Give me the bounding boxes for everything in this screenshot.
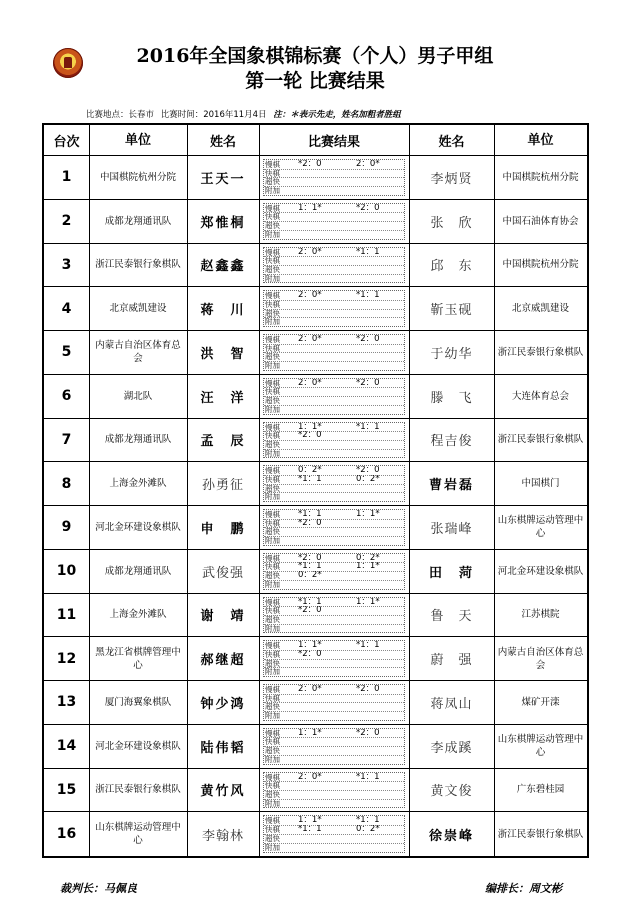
table-number: 10 [56,563,77,580]
table-row [44,287,587,331]
table-row [44,681,587,725]
red-unit: 上海金外滩队 [109,609,167,621]
game-score: *2：0 [356,685,380,694]
red-unit: 成都龙翔通讯队 [104,434,172,446]
game-score: *2：0 [356,335,380,344]
red-unit: 浙江民泰银行象棋队 [95,259,181,271]
table-row [44,550,587,594]
table-number: 16 [56,826,77,843]
table-number: 1 [61,169,72,186]
table-row [44,462,587,506]
game-score: *1：1 [298,510,322,519]
game-score: *2：0 [356,378,380,388]
game-type-label: 快棋 [265,518,280,528]
game-score: *2：0 [298,649,322,659]
header-name2: 姓名 [438,134,465,150]
black-unit: 大连体育总会 [511,390,569,402]
result-line [264,711,404,720]
game-type-label: 超快 [265,264,280,274]
table-row [44,725,587,769]
game-score: *1：1 [356,422,380,432]
red-player-name: 孙勇征 [201,478,244,494]
red-player-name: 武俊强 [201,565,244,581]
red-player-name: 钟少鸿 [200,696,246,712]
game-score: *2：0 [356,203,380,213]
game-type-label: 慢棋 [265,728,280,738]
game-type-label: 慢棋 [265,510,280,519]
result-line [264,186,404,195]
black-unit: 江苏棋院 [521,609,560,621]
time-text: 比赛时间：2016年11月4日 [160,110,267,120]
game-type-label: 超快 [265,571,280,581]
game-type-label: 快棋 [265,693,280,703]
game-type-label: 快棋 [265,168,280,178]
game-type-label: 快棋 [265,649,280,659]
result-line [264,274,404,283]
game-score: *1：1 [298,474,322,484]
game-type-label: 超快 [265,396,280,406]
game-score: 1：1* [356,597,380,607]
chief-referee: 裁判长：马佩良 [60,882,137,895]
black-unit: 煤矿开滦 [521,696,560,708]
red-player-name: 王天一 [200,171,246,187]
table-row [44,769,587,813]
game-score: 1：1* [298,422,322,432]
black-player-name: 程吉俊 [430,434,473,450]
black-player-name: 黄文俊 [430,784,473,800]
header-name: 姓名 [209,134,236,150]
game-type-label: 快棋 [265,474,280,484]
game-type-label: 超快 [265,789,280,799]
red-unit: 北京威凯建设 [109,303,167,315]
game-type-label: 快棋 [265,212,280,222]
red-unit: 成都龙翔通讯队 [104,215,172,227]
game-type-label: 附加 [265,623,280,633]
result-cell [259,812,409,856]
table-number: 13 [56,694,77,711]
column-divider [89,125,90,856]
game-score: 0：2* [356,474,380,484]
table-row [44,594,587,638]
red-unit: 内蒙古自治区体育总会 [95,340,181,365]
table-row [44,156,587,200]
result-cell [259,244,409,287]
table-number: 6 [61,388,72,405]
game-type-label: 快棋 [265,737,280,747]
black-unit: 广东碧桂园 [516,784,565,796]
game-type-label: 超快 [265,177,280,187]
black-unit: 山东棋牌运动管理中心 [497,515,584,540]
result-box [263,422,405,459]
result-line [264,536,404,545]
table-row [44,244,587,288]
black-player-name: 田 菏 [428,565,474,581]
game-score: *1：1 [356,641,380,651]
column-divider [187,125,188,856]
game-type-label: 超快 [265,658,280,668]
game-score: *2：0 [298,431,322,441]
game-score: 2：0* [298,291,322,301]
black-player-name: 滕 飞 [430,390,473,406]
black-player-name: 蒋凤山 [430,696,473,712]
result-line [264,317,404,326]
game-type-label: 慢棋 [265,466,280,476]
game-type-label: 快棋 [265,343,280,353]
game-type-label: 附加 [265,711,280,720]
game-type-label: 超快 [265,614,280,624]
game-score: 2：0* [298,378,322,388]
red-unit: 中国棋院杭州分院 [99,171,176,183]
result-cell [259,462,409,505]
red-unit: 浙江民泰银行象棋队 [95,784,181,796]
result-line [264,230,404,239]
game-type-label: 附加 [265,843,280,852]
black-unit: 河北金环建设象棋队 [497,565,584,577]
game-score: *1：1 [356,291,380,301]
red-player-name: 赵鑫鑫 [200,259,246,275]
red-unit: 厦门海翼象棋队 [104,696,172,708]
game-score: *2：0 [298,518,322,528]
game-type-label: 快棋 [265,431,280,441]
result-cell [259,725,409,768]
red-unit: 上海金外滩队 [109,478,167,490]
game-score: *1：1 [356,816,380,826]
game-type-label: 慢棋 [265,247,280,257]
result-cell [259,156,409,199]
result-box [263,159,405,196]
table-number: 7 [61,431,72,448]
black-unit: 浙江民泰银行象棋队 [497,346,584,358]
result-cell [259,200,409,243]
black-player-name: 于幼华 [430,346,473,362]
game-score: 2：0* [298,685,322,694]
table-number: 15 [56,781,77,798]
result-box [263,247,405,284]
table-number: 5 [61,344,72,361]
table-row [44,331,587,375]
result-line [264,799,404,808]
game-score: *1：1 [298,825,322,835]
game-type-label: 附加 [265,404,280,414]
result-box [263,378,405,415]
table-number: 9 [61,519,72,536]
game-type-label: 附加 [265,536,280,545]
table-number: 11 [56,606,77,623]
result-cell [259,769,409,812]
header-unit2: 单位 [527,132,554,148]
result-box [263,684,405,721]
game-type-label: 慢棋 [265,378,280,388]
black-unit: 中国棋院杭州分院 [502,259,579,271]
result-line [264,492,404,501]
game-score: 2：0* [298,335,322,344]
result-box [263,509,405,546]
table-row [44,812,587,856]
table-number: 8 [61,475,72,492]
result-line [264,405,404,414]
black-unit: 浙江民泰银行象棋队 [497,828,584,840]
black-player-name: 徐崇峰 [428,828,474,844]
black-player-name: 张瑞峰 [430,521,473,537]
column-divider [494,125,495,856]
header-unit: 单位 [124,132,151,148]
red-unit: 成都龙翔通讯队 [104,565,172,577]
game-type-label: 慢棋 [265,641,280,651]
game-score: 1：1* [356,510,380,519]
page-subtitle: 第一轮 比赛结果 [245,70,385,92]
black-player-name: 李炳贤 [430,171,473,187]
result-line [264,843,404,852]
table-number: 4 [61,300,72,317]
result-box [263,728,405,765]
game-type-label: 超快 [265,352,280,362]
result-cell [259,331,409,374]
header-result: 比赛结果 [307,134,360,150]
chief-arranger: 编排长：周文彬 [485,882,562,895]
table-header [44,125,587,156]
game-score: 0：2* [356,825,380,835]
result-cell [259,550,409,593]
red-player-name: 郝继超 [200,653,246,669]
game-type-label: 超快 [265,439,280,449]
column-divider [259,125,260,856]
result-box [263,334,405,371]
result-cell [259,419,409,462]
black-player-name: 曹岩磊 [428,478,474,494]
game-type-label: 快棋 [265,299,280,309]
game-type-label: 慢棋 [265,685,280,694]
results-table [42,123,589,858]
game-type-label: 附加 [265,361,280,370]
game-score: *2：0 [356,466,380,476]
table-row [44,200,587,244]
table-number: 2 [61,213,72,230]
result-cell [259,681,409,724]
game-type-label: 超快 [265,527,280,537]
game-type-label: 慢棋 [265,553,280,563]
result-box [263,203,405,240]
game-score: *2：0 [298,553,322,563]
game-type-label: 附加 [265,798,280,808]
game-type-label: 附加 [265,579,280,589]
result-box [263,597,405,634]
black-unit: 中国棋院杭州分院 [502,171,579,183]
game-type-label: 超快 [265,702,280,712]
game-score: *1：1 [356,247,380,257]
game-score: 1：1* [298,816,322,826]
red-player-name: 蒋 川 [200,303,246,319]
result-box [263,815,405,853]
red-unit: 山东棋牌运动管理中心 [95,822,181,847]
red-player-name: 孟 辰 [200,434,246,450]
game-type-label: 慢棋 [265,335,280,344]
game-type-label: 慢棋 [265,772,280,782]
game-score: *1：1 [298,597,322,607]
black-player-name: 邱 东 [430,259,473,275]
result-box [263,772,405,809]
game-score: 1：1* [298,641,322,651]
game-score: 1：1* [298,728,322,738]
result-cell [259,594,409,637]
result-cell [259,375,409,418]
game-score: *2：0 [356,728,380,738]
game-type-label: 超快 [265,221,280,231]
game-type-label: 附加 [265,317,280,326]
game-type-label: 慢棋 [265,422,280,432]
game-type-label: 快棋 [265,256,280,266]
game-type-label: 慢棋 [265,597,280,607]
game-type-label: 附加 [265,492,280,501]
game-score: *2：0 [298,160,322,169]
table-row [44,637,587,681]
game-type-label: 超快 [265,308,280,318]
game-type-label: 慢棋 [265,203,280,213]
red-unit: 黑龙江省棋牌管理中心 [95,646,181,671]
result-box [263,640,405,677]
black-unit: 中国棋门 [521,478,560,490]
legend-note: 注：＊表示先走，姓名加粗者胜组 [273,110,401,120]
black-player-name: 鲁 天 [430,609,473,625]
black-unit: 内蒙古自治区体育总会 [497,646,584,671]
game-score: *1：1 [356,772,380,782]
game-type-label: 慢棋 [265,816,280,826]
red-player-name: 郑惟桐 [200,215,246,231]
game-type-label: 慢棋 [265,160,280,169]
location-text: 比赛地点：长春市 [86,110,155,120]
result-line [264,755,404,764]
red-unit: 河北金环建设象棋队 [95,521,181,533]
game-type-label: 快棋 [265,606,280,616]
game-type-label: 快棋 [265,825,280,835]
game-score: *2：0 [298,606,322,616]
red-player-name: 李翰林 [201,828,244,844]
game-score: 0：2* [298,571,322,581]
result-cell [259,287,409,330]
game-type-label: 快棋 [265,781,280,791]
black-unit: 浙江民泰银行象棋队 [497,434,584,446]
game-type-label: 附加 [265,448,280,458]
game-type-label: 附加 [265,229,280,239]
table-number: 12 [56,650,77,667]
result-box [263,290,405,327]
red-player-name: 谢 靖 [200,609,246,625]
table-row [44,506,587,550]
table-number: 14 [56,738,77,755]
black-player-name: 靳玉砚 [430,303,473,319]
result-line [264,449,404,458]
game-type-label: 超快 [265,483,280,493]
match-info [86,108,606,120]
game-score: 2：0* [298,772,322,782]
red-player-name: 洪 智 [200,346,246,362]
column-divider [409,125,410,856]
result-line [264,361,404,370]
game-type-label: 附加 [265,273,280,283]
game-score: 2：0* [356,160,380,169]
result-box [263,553,405,590]
page-title: 2016年全国象棋锦标赛（个人）男子甲组 [136,45,494,67]
game-type-label: 慢棋 [265,291,280,301]
table-number: 3 [61,256,72,273]
game-type-label: 快棋 [265,562,280,572]
black-player-name: 蔚 强 [430,653,473,669]
black-player-name: 张 欣 [430,215,473,231]
game-type-label: 快棋 [265,387,280,397]
result-line [264,667,404,676]
game-type-label: 附加 [265,754,280,764]
game-type-label: 附加 [265,667,280,676]
black-player-name: 李成蹊 [430,740,473,756]
result-cell [259,506,409,549]
red-player-name: 黄竹风 [200,784,246,800]
game-score: 2：0* [298,247,322,257]
table-row [44,419,587,463]
result-box [263,465,405,502]
red-player-name: 汪 洋 [200,390,246,406]
black-unit: 北京威凯建设 [511,303,569,315]
game-score: 0：2* [356,553,380,563]
game-score: 1：1* [356,562,380,572]
table-row [44,375,587,419]
game-type-label: 附加 [265,186,280,195]
red-player-name: 申 鹏 [200,521,246,537]
header-table-no: 台次 [53,134,80,150]
red-unit: 河北金环建设象棋队 [95,740,181,752]
game-type-label: 超快 [265,834,280,844]
game-score: *1：1 [298,562,322,572]
result-line [264,624,404,633]
result-cell [259,637,409,680]
red-unit: 湖北队 [123,390,153,402]
red-player-name: 陆伟韬 [200,740,246,756]
black-unit: 中国石油体育协会 [502,215,579,227]
game-score: 1：1* [298,203,322,213]
black-unit: 山东棋牌运动管理中心 [497,734,584,759]
result-line [264,580,404,589]
game-score: 0：2* [298,466,322,476]
game-type-label: 超快 [265,746,280,756]
